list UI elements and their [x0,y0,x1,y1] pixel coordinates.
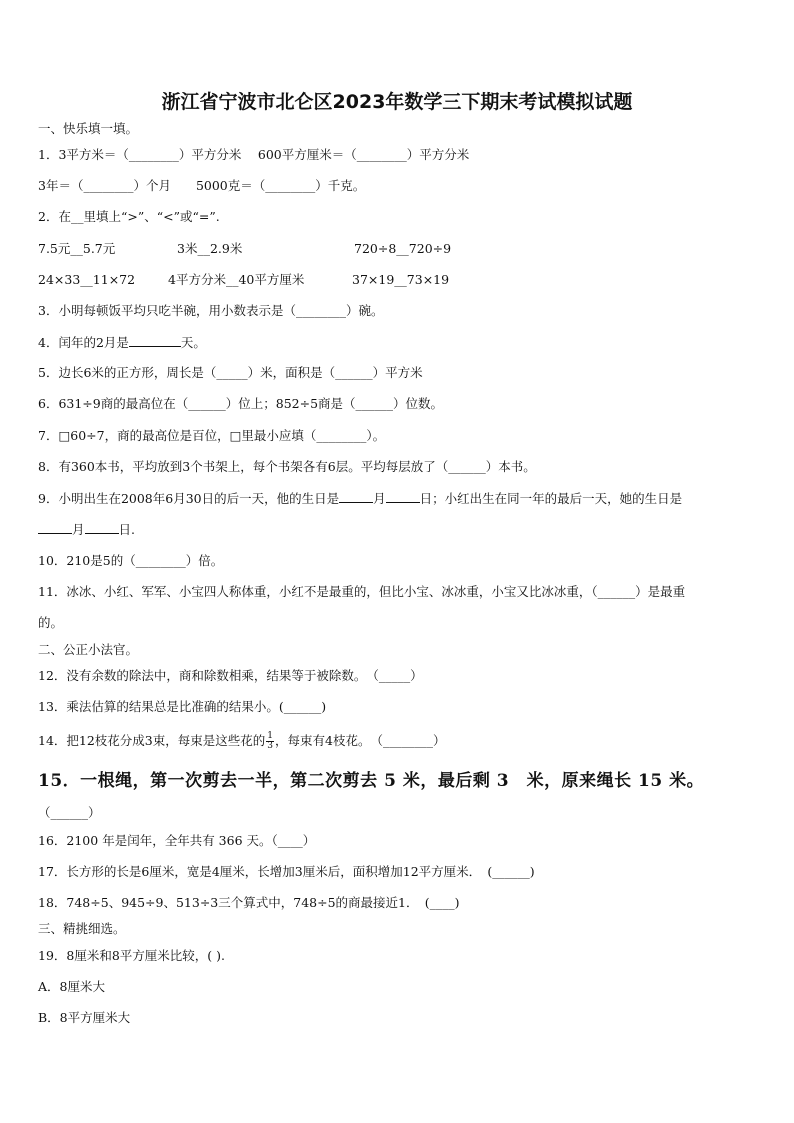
page-title: 浙江省宁波市北仑区2023年数学三下期末考试模拟试题 [161,91,633,113]
q2-row1-item3: 720÷8__720÷9 [354,241,452,256]
question-9a [38,490,682,507]
question-3: 3．小明每顿饭平均只吃半碗，用小数表示是（________）碗。 [38,303,384,318]
q2-row1-item2: 3米__2.9米 [177,241,243,256]
q4-text-before: 4．闰年的2月是 [38,335,129,350]
q4-answer-blank [129,334,181,347]
q9-day-blank-2 [85,521,119,534]
q9-text-5: 日. [118,522,135,537]
question-1a: 1．3平方米＝（________）平方分米 600平方厘米＝（________）平方分米 [38,147,470,162]
q19-option-a: A．8厘米大 [38,979,105,994]
q9-text-4: 月 [72,522,85,537]
question-10: 10．210是5的（________）倍。 [38,553,224,568]
section-heading-3: 三、精挑细选。 [38,921,126,936]
question-12: 12．没有余数的除法中，商和除数相乘，结果等于被除数。 （_____） [38,668,423,683]
q14-fraction-numerator: 1 [267,731,273,741]
q14-fraction-denominator: 3 [267,741,273,751]
section-heading-1: 一、快乐填一填。 [38,121,139,136]
q9-month-blank-2 [38,521,72,534]
q2-row2-item1: 24×33__11×72 [38,272,136,287]
question-16: 16．2100 年是闰年，全年共有 366 天。（____） [38,833,316,848]
q4-text-after: 天。 [180,335,206,350]
q9-text-1: 9．小明出生在2008年6月30日的后一天，他的生日是 [38,491,340,506]
question-17: 17．长方形的长是6厘米，宽是4厘米，长增加3厘米后，面积增加12平方厘米． (______) [38,864,535,879]
question-18: 18．748÷5、945÷9、513÷3三个算式中，748÷5的商最接近1． (____) [38,895,460,910]
question-19: 19．8厘米和8平方厘米比较，( ). [38,948,226,963]
q19-option-b: B．8平方厘米大 [38,1010,131,1025]
q9-day-blank-1 [386,490,420,503]
question-5: 5．边长6米的正方形，周长是（_____）米，面积是（______）平方米 [38,365,423,380]
question-7: 7．□60÷7，商的最高位是百位，□里最小应填（________）。 [38,428,386,443]
question-1b: 3年＝（________）个月 5000克＝（________）千克。 [38,178,366,193]
q9-text-2: 月 [373,491,386,506]
q14-text-before: 14．把12枝花分成3束，每束是这些花的 [38,733,266,748]
question-9b [38,521,135,538]
question-2: 2．在__里填上“>”、“<”或“=”. [38,209,220,224]
q2-row2-item2: 4平方分米__40平方厘米 [168,272,305,287]
q14-fraction [266,732,274,751]
q2-row1-item1: 7.5元__5.7元 [38,241,116,256]
q9-text-3: 日；小红出生在同一年的最后一天，她的生日是 [419,491,683,506]
question-6: 6．631÷9商的最高位在（______）位上；852÷5商是（______）位数。 [38,396,444,411]
question-11a: 11．冰冰、小红、军军、小宝四人称体重，小红不是最重的，但比小宝、冰冰重，小宝又比冰冰重，（______）是最重 [38,584,686,599]
question-15a: 15．一根绳，第一次剪去一半，第二次剪去 5 米，最后剩 3 米，原来绳长 15 米。 [38,771,705,791]
question-15b: （______） [38,805,101,820]
q2-row2-item3: 37×19__73×19 [352,272,450,287]
question-4 [38,334,206,351]
question-13: 13．乘法估算的结果总是比准确的结果小。(______) [38,699,327,714]
question-8: 8．有360本书，平均放到3个书架上，每个书架各有6层。平均每层放了（______）本书。 [38,459,536,474]
question-11b: 的。 [38,615,64,630]
section-heading-2: 二、公正小法官。 [38,642,139,657]
q9-month-blank-1 [339,490,373,503]
q14-text-after: ，每束有4枝花。 （________） [275,733,446,748]
question-14 [38,732,445,751]
